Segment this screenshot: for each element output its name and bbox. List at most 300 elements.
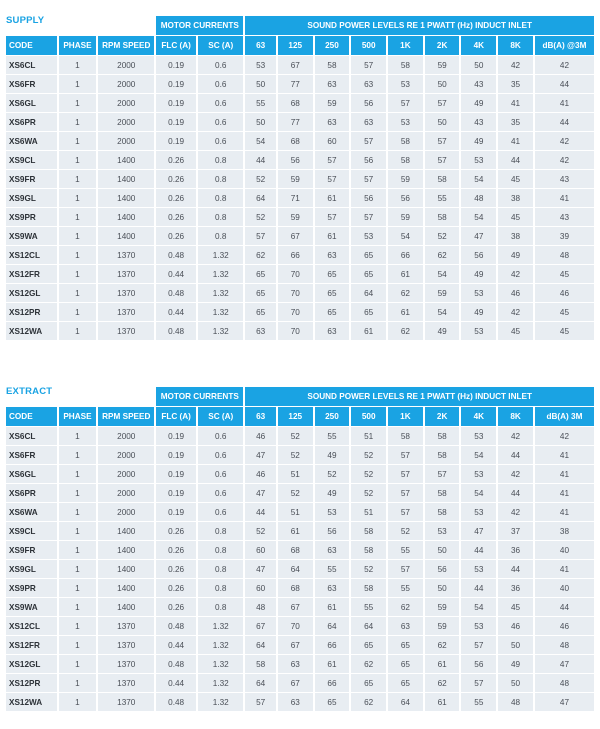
column-header: PHASE <box>59 36 97 55</box>
value-cell: 47 <box>535 693 594 711</box>
value-cell: 62 <box>388 598 423 616</box>
value-cell: 70 <box>278 617 313 635</box>
product-code-cell: XS12PR <box>6 303 57 321</box>
value-cell: 53 <box>461 465 496 483</box>
value-cell: 54 <box>425 303 460 321</box>
table-row <box>6 208 594 226</box>
value-cell: 0.44 <box>156 674 196 692</box>
value-cell: 68 <box>278 94 313 112</box>
value-cell: 54 <box>461 170 496 188</box>
product-code-cell: XS9PR <box>6 208 57 226</box>
value-cell: 77 <box>278 113 313 131</box>
value-cell: 64 <box>245 189 276 207</box>
value-cell: 53 <box>388 113 423 131</box>
value-cell: 54 <box>461 446 496 464</box>
value-cell: 57 <box>245 693 276 711</box>
value-cell: 64 <box>278 560 313 578</box>
value-cell: 1 <box>59 151 97 169</box>
value-cell: 58 <box>315 56 350 74</box>
value-cell: 67 <box>278 636 313 654</box>
value-cell: 1 <box>59 655 97 673</box>
value-cell: 48 <box>245 598 276 616</box>
value-cell: 70 <box>278 265 313 283</box>
product-code-cell: XS9FR <box>6 541 57 559</box>
product-code-cell: XS12WA <box>6 322 57 340</box>
table-row <box>6 617 594 635</box>
column-header: CODE <box>6 407 57 426</box>
value-cell: 1 <box>59 503 97 521</box>
value-cell: 63 <box>351 75 386 93</box>
product-code-cell: XS6WA <box>6 503 57 521</box>
value-cell: 52 <box>245 170 276 188</box>
value-cell: 0.19 <box>156 446 196 464</box>
value-cell: 65 <box>315 693 350 711</box>
value-cell: 1 <box>59 75 97 93</box>
table-row <box>6 151 594 169</box>
value-cell: 65 <box>245 303 276 321</box>
motor-currents-group-header: MOTOR CURRENTS <box>156 16 243 35</box>
value-cell: 0.26 <box>156 560 196 578</box>
table-row <box>6 522 594 540</box>
column-header: 2K <box>425 407 460 426</box>
value-cell: 2000 <box>98 503 154 521</box>
value-cell: 45 <box>498 598 533 616</box>
value-cell: 56 <box>425 560 460 578</box>
value-cell: 0.44 <box>156 636 196 654</box>
value-cell: 0.6 <box>198 56 243 74</box>
value-cell: 49 <box>461 303 496 321</box>
value-cell: 63 <box>278 655 313 673</box>
value-cell: 1370 <box>98 674 154 692</box>
value-cell: 1 <box>59 170 97 188</box>
value-cell: 50 <box>425 113 460 131</box>
value-cell: 42 <box>498 303 533 321</box>
value-cell: 52 <box>351 446 386 464</box>
value-cell: 50 <box>498 636 533 654</box>
product-code-cell: XS9WA <box>6 227 57 245</box>
value-cell: 50 <box>245 75 276 93</box>
value-cell: 0.26 <box>156 579 196 597</box>
value-cell: 0.6 <box>198 427 243 445</box>
value-cell: 0.6 <box>198 503 243 521</box>
value-cell: 1400 <box>98 208 154 226</box>
value-cell: 48 <box>535 246 594 264</box>
table-row <box>6 541 594 559</box>
table-row <box>6 560 594 578</box>
value-cell: 61 <box>425 693 460 711</box>
value-cell: 61 <box>315 189 350 207</box>
value-cell: 60 <box>245 541 276 559</box>
value-cell: 44 <box>535 113 594 131</box>
value-cell: 65 <box>315 265 350 283</box>
value-cell: 66 <box>278 246 313 264</box>
value-cell: 0.6 <box>198 94 243 112</box>
value-cell: 38 <box>498 227 533 245</box>
value-cell: 57 <box>388 560 423 578</box>
value-cell: 52 <box>351 560 386 578</box>
value-cell: 0.8 <box>198 541 243 559</box>
product-code-cell: XS9GL <box>6 189 57 207</box>
value-cell: 55 <box>315 427 350 445</box>
value-cell: 57 <box>425 151 460 169</box>
product-code-cell: XS12PR <box>6 674 57 692</box>
product-code-cell: XS9WA <box>6 598 57 616</box>
product-code-cell: XS6FR <box>6 75 57 93</box>
value-cell: 42 <box>535 427 594 445</box>
value-cell: 41 <box>535 503 594 521</box>
column-header: 250 <box>315 36 350 55</box>
product-code-cell: XS6CL <box>6 56 57 74</box>
value-cell: 36 <box>498 579 533 597</box>
value-cell: 61 <box>388 303 423 321</box>
value-cell: 63 <box>315 113 350 131</box>
value-cell: 1370 <box>98 693 154 711</box>
table-row <box>6 465 594 483</box>
value-cell: 70 <box>278 303 313 321</box>
value-cell: 57 <box>388 465 423 483</box>
value-cell: 0.8 <box>198 227 243 245</box>
column-header: 500 <box>351 407 386 426</box>
value-cell: 57 <box>461 674 496 692</box>
product-code-cell: XS9FR <box>6 170 57 188</box>
column-header: FLC (A) <box>156 407 196 426</box>
value-cell: 0.19 <box>156 465 196 483</box>
value-cell: 63 <box>388 617 423 635</box>
value-cell: 0.48 <box>156 246 196 264</box>
value-cell: 0.26 <box>156 522 196 540</box>
value-cell: 1400 <box>98 522 154 540</box>
value-cell: 48 <box>461 189 496 207</box>
value-cell: 52 <box>315 465 350 483</box>
value-cell: 63 <box>245 322 276 340</box>
value-cell: 49 <box>425 322 460 340</box>
product-code-cell: XS12WA <box>6 693 57 711</box>
value-cell: 65 <box>351 265 386 283</box>
value-cell: 41 <box>498 132 533 150</box>
value-cell: 61 <box>278 522 313 540</box>
value-cell: 55 <box>425 189 460 207</box>
value-cell: 0.8 <box>198 170 243 188</box>
value-cell: 44 <box>461 541 496 559</box>
table-row <box>6 636 594 654</box>
table-row <box>6 446 594 464</box>
value-cell: 65 <box>351 636 386 654</box>
value-cell: 41 <box>498 94 533 112</box>
value-cell: 53 <box>461 427 496 445</box>
value-cell: 1 <box>59 674 97 692</box>
value-cell: 58 <box>425 503 460 521</box>
value-cell: 1 <box>59 227 97 245</box>
value-cell: 2000 <box>98 465 154 483</box>
value-cell: 56 <box>351 151 386 169</box>
value-cell: 64 <box>351 284 386 302</box>
value-cell: 53 <box>315 503 350 521</box>
value-cell: 38 <box>498 189 533 207</box>
supply-table <box>4 15 596 341</box>
value-cell: 55 <box>388 579 423 597</box>
table-row <box>6 113 594 131</box>
column-header: dB(A) @3M <box>535 36 594 55</box>
value-cell: 57 <box>351 132 386 150</box>
table-row <box>6 674 594 692</box>
value-cell: 1370 <box>98 284 154 302</box>
header-spacer <box>6 387 154 406</box>
value-cell: 50 <box>245 113 276 131</box>
value-cell: 53 <box>245 56 276 74</box>
value-cell: 1.32 <box>198 265 243 283</box>
value-cell: 49 <box>461 265 496 283</box>
column-header: PHASE <box>59 407 97 426</box>
product-code-cell: XS12GL <box>6 655 57 673</box>
value-cell: 51 <box>278 503 313 521</box>
value-cell: 57 <box>388 446 423 464</box>
value-cell: 44 <box>498 446 533 464</box>
column-header: RPM SPEED <box>98 36 154 55</box>
table-row <box>6 227 594 245</box>
value-cell: 43 <box>535 208 594 226</box>
value-cell: 61 <box>388 265 423 283</box>
extract-section-title: EXTRACT <box>6 386 53 397</box>
value-cell: 65 <box>245 265 276 283</box>
value-cell: 0.6 <box>198 132 243 150</box>
value-cell: 1 <box>59 522 97 540</box>
value-cell: 64 <box>315 617 350 635</box>
value-cell: 50 <box>498 674 533 692</box>
extract-table <box>4 386 596 712</box>
value-cell: 38 <box>535 522 594 540</box>
column-header: 63 <box>245 36 276 55</box>
sound-power-group-header: SOUND POWER LEVELS RE 1 PWATT (Hz) INDUCT INLET <box>245 387 594 406</box>
value-cell: 54 <box>425 265 460 283</box>
value-cell: 67 <box>245 617 276 635</box>
product-code-cell: XS6PR <box>6 113 57 131</box>
value-cell: 57 <box>351 208 386 226</box>
value-cell: 44 <box>535 75 594 93</box>
value-cell: 52 <box>245 522 276 540</box>
value-cell: 63 <box>315 579 350 597</box>
value-cell: 2000 <box>98 484 154 502</box>
value-cell: 65 <box>351 246 386 264</box>
table-row <box>6 132 594 150</box>
column-header: dB(A) 3M <box>535 407 594 426</box>
value-cell: 63 <box>315 246 350 264</box>
value-cell: 44 <box>498 484 533 502</box>
value-cell: 40 <box>535 541 594 559</box>
product-code-cell: XS6GL <box>6 465 57 483</box>
value-cell: 0.44 <box>156 265 196 283</box>
value-cell: 65 <box>388 655 423 673</box>
value-cell: 57 <box>245 227 276 245</box>
value-cell: 2000 <box>98 94 154 112</box>
value-cell: 67 <box>278 674 313 692</box>
value-cell: 56 <box>315 522 350 540</box>
value-cell: 52 <box>351 465 386 483</box>
value-cell: 2000 <box>98 132 154 150</box>
value-cell: 45 <box>535 322 594 340</box>
column-header: FLC (A) <box>156 36 196 55</box>
column-header: 4K <box>461 407 496 426</box>
value-cell: 61 <box>315 227 350 245</box>
value-cell: 77 <box>278 75 313 93</box>
value-cell: 1.32 <box>198 322 243 340</box>
header-spacer <box>6 16 154 35</box>
value-cell: 67 <box>278 227 313 245</box>
value-cell: 66 <box>315 636 350 654</box>
value-cell: 52 <box>278 446 313 464</box>
value-cell: 48 <box>498 693 533 711</box>
column-header: 125 <box>278 407 313 426</box>
value-cell: 58 <box>425 446 460 464</box>
table-row <box>6 284 594 302</box>
value-cell: 65 <box>351 303 386 321</box>
value-cell: 42 <box>498 503 533 521</box>
value-cell: 42 <box>498 465 533 483</box>
value-cell: 46 <box>498 284 533 302</box>
value-cell: 64 <box>388 693 423 711</box>
value-cell: 62 <box>351 655 386 673</box>
value-cell: 46 <box>245 427 276 445</box>
value-cell: 1 <box>59 598 97 616</box>
value-cell: 1 <box>59 427 97 445</box>
value-cell: 55 <box>461 693 496 711</box>
value-cell: 49 <box>498 655 533 673</box>
value-cell: 63 <box>315 75 350 93</box>
value-cell: 1400 <box>98 170 154 188</box>
value-cell: 1370 <box>98 655 154 673</box>
value-cell: 42 <box>535 151 594 169</box>
product-code-cell: XS12CL <box>6 617 57 635</box>
value-cell: 1 <box>59 284 97 302</box>
column-header: 63 <box>245 407 276 426</box>
value-cell: 1 <box>59 132 97 150</box>
value-cell: 0.19 <box>156 503 196 521</box>
value-cell: 1.32 <box>198 284 243 302</box>
value-cell: 57 <box>351 56 386 74</box>
value-cell: 41 <box>535 189 594 207</box>
product-code-cell: XS9CL <box>6 151 57 169</box>
value-cell: 53 <box>461 560 496 578</box>
column-header: 4K <box>461 36 496 55</box>
value-cell: 57 <box>461 636 496 654</box>
value-cell: 45 <box>498 170 533 188</box>
product-code-cell: XS9PR <box>6 579 57 597</box>
value-cell: 50 <box>425 579 460 597</box>
value-cell: 53 <box>461 284 496 302</box>
value-cell: 0.48 <box>156 284 196 302</box>
value-cell: 48 <box>535 674 594 692</box>
value-cell: 1370 <box>98 246 154 264</box>
value-cell: 35 <box>498 75 533 93</box>
column-header: 8K <box>498 407 533 426</box>
value-cell: 0.6 <box>198 465 243 483</box>
value-cell: 54 <box>388 227 423 245</box>
value-cell: 0.48 <box>156 617 196 635</box>
value-cell: 61 <box>351 322 386 340</box>
value-cell: 1 <box>59 246 97 264</box>
value-cell: 46 <box>498 617 533 635</box>
value-cell: 57 <box>425 94 460 112</box>
value-cell: 51 <box>278 465 313 483</box>
value-cell: 62 <box>388 322 423 340</box>
value-cell: 0.48 <box>156 322 196 340</box>
value-cell: 67 <box>278 598 313 616</box>
value-cell: 46 <box>245 465 276 483</box>
value-cell: 54 <box>461 208 496 226</box>
value-cell: 0.6 <box>198 446 243 464</box>
value-cell: 1400 <box>98 541 154 559</box>
value-cell: 0.26 <box>156 189 196 207</box>
table-row <box>6 189 594 207</box>
value-cell: 64 <box>351 617 386 635</box>
value-cell: 59 <box>278 170 313 188</box>
value-cell: 1.32 <box>198 636 243 654</box>
value-cell: 49 <box>498 246 533 264</box>
value-cell: 62 <box>245 246 276 264</box>
value-cell: 1 <box>59 113 97 131</box>
value-cell: 58 <box>425 484 460 502</box>
value-cell: 0.26 <box>156 598 196 616</box>
value-cell: 41 <box>535 465 594 483</box>
column-header: RPM SPEED <box>98 407 154 426</box>
value-cell: 63 <box>351 113 386 131</box>
value-cell: 59 <box>425 617 460 635</box>
value-cell: 50 <box>425 75 460 93</box>
value-cell: 1 <box>59 693 97 711</box>
value-cell: 42 <box>498 56 533 74</box>
value-cell: 0.6 <box>198 113 243 131</box>
value-cell: 1 <box>59 208 97 226</box>
value-cell: 1 <box>59 56 97 74</box>
product-code-cell: XS9CL <box>6 522 57 540</box>
value-cell: 36 <box>498 541 533 559</box>
value-cell: 0.6 <box>198 75 243 93</box>
value-cell: 50 <box>461 56 496 74</box>
value-cell: 1 <box>59 617 97 635</box>
value-cell: 0.26 <box>156 541 196 559</box>
table-row <box>6 303 594 321</box>
value-cell: 53 <box>461 617 496 635</box>
value-cell: 1 <box>59 579 97 597</box>
value-cell: 0.26 <box>156 208 196 226</box>
value-cell: 44 <box>245 151 276 169</box>
product-code-cell: XS6FR <box>6 446 57 464</box>
column-header: 125 <box>278 36 313 55</box>
value-cell: 59 <box>425 284 460 302</box>
product-code-cell: XS12FR <box>6 265 57 283</box>
value-cell: 45 <box>535 265 594 283</box>
value-cell: 56 <box>461 655 496 673</box>
value-cell: 60 <box>315 132 350 150</box>
value-cell: 54 <box>245 132 276 150</box>
table-row <box>6 265 594 283</box>
value-cell: 1 <box>59 94 97 112</box>
value-cell: 0.19 <box>156 94 196 112</box>
column-header: 500 <box>351 36 386 55</box>
table-row <box>6 503 594 521</box>
value-cell: 1 <box>59 303 97 321</box>
value-cell: 57 <box>388 484 423 502</box>
value-cell: 2000 <box>98 113 154 131</box>
value-cell: 59 <box>388 208 423 226</box>
value-cell: 35 <box>498 113 533 131</box>
value-cell: 47 <box>245 484 276 502</box>
value-cell: 1.32 <box>198 303 243 321</box>
column-header: CODE <box>6 36 57 55</box>
value-cell: 45 <box>498 322 533 340</box>
value-cell: 62 <box>425 636 460 654</box>
value-cell: 55 <box>315 560 350 578</box>
value-cell: 57 <box>351 170 386 188</box>
